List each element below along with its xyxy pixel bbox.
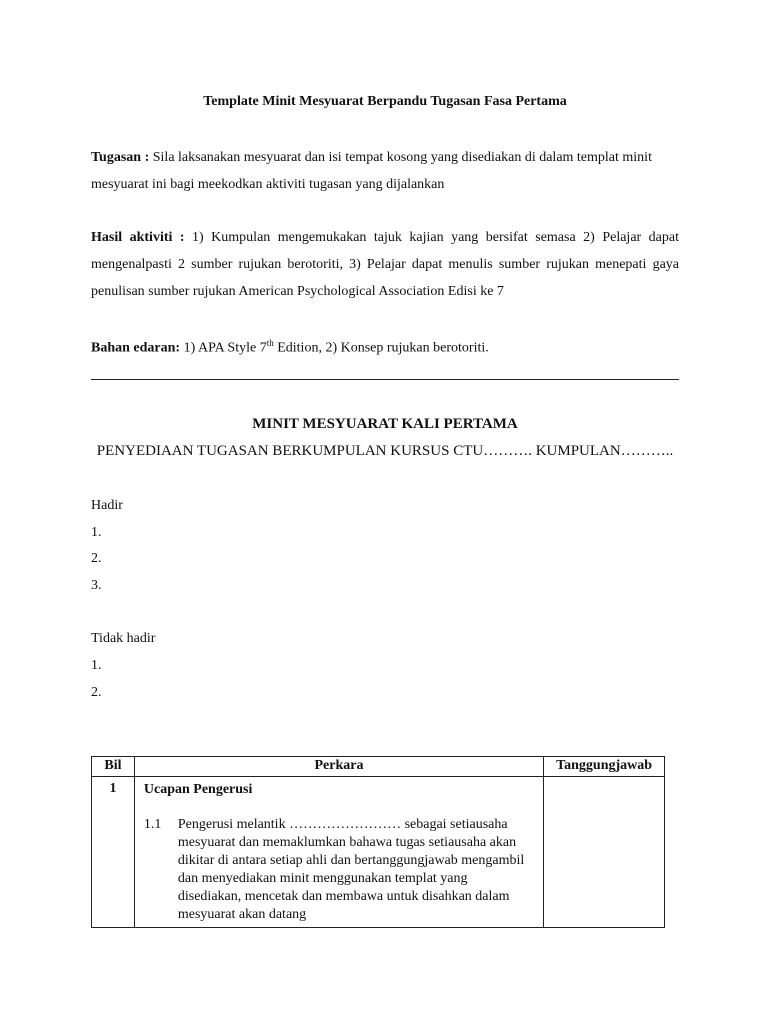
sub-item-number: 1.1 — [143, 817, 162, 832]
row-perkara — [134, 777, 543, 928]
header-tanggungjawab: Tanggungjawab — [544, 757, 665, 777]
hasil-aktiviti-text: 1) Kumpulan mengemukakan tajuk kajian yang bersifat semasa 2) Pelajar dapat mengenalpasti 2 sumber rujukan berotoriti, 3) Pelajar dapat menulis sumber rujukan menepati gaya penulisan sumber rujukan American Psychological Association Edisi ke 7 — [91, 230, 679, 299]
bahan-edaran-label: Bahan edaran: — [91, 340, 181, 356]
hadir-item: 2. — [91, 551, 102, 566]
table-header-row — [92, 757, 665, 777]
bahan-edaran-paragraph — [91, 330, 679, 362]
header-bil: Bil — [92, 757, 135, 777]
tidak-hadir-item: 2. — [91, 685, 102, 700]
tugasan-paragraph — [91, 144, 679, 198]
minit-title: MINIT MESYUARAT KALI PERTAMA — [252, 416, 518, 432]
section-divider — [91, 379, 679, 380]
hadir-label: Hadir — [91, 498, 123, 513]
hadir-item: 3. — [91, 578, 102, 593]
tidak-hadir-item: 1. — [91, 658, 102, 673]
tugasan-text: Sila laksanakan mesyuarat dan isi tempat kosong yang disediakan di dalam templat minit mesyuarat ini bagi meekodkan aktiviti tugasan yang dijalankan — [91, 150, 652, 192]
sub-item-text: Pengerusi melantik …………………… sebagai setiausaha mesyuarat dan memaklumkan bahawa tugas setiausaha akan dikitar di antara setiap ahli dan bertanggungjawab mengambil dan menyediakan minit menggunakan templat yang disediakan, mencetak dan membawa untuk disahkan dalam mesyuarat akan datang — [177, 817, 525, 922]
bahan-edaran-text-after: Edition, 2) Konsep rujukan berotoriti. — [273, 340, 489, 356]
table-row — [92, 777, 665, 928]
tugasan-label: Tugasan : — [91, 150, 150, 165]
row-heading: Ucapan Pengerusi — [143, 782, 253, 797]
header-perkara: Perkara — [134, 757, 543, 777]
tidak-hadir-label: Tidak hadir — [91, 631, 156, 646]
minit-subtitle: PENYEDIAAN TUGASAN BERKUMPULAN KURSUS CTU………. KUMPULAN……….. — [96, 443, 674, 459]
bahan-edaran-text-before: 1) APA Style 7 — [180, 340, 267, 356]
sub-item — [144, 816, 534, 924]
minit-table — [91, 756, 665, 928]
hadir-item: 1. — [91, 525, 102, 540]
bahan-edaran-superscript: th — [266, 338, 274, 348]
hasil-aktiviti-paragraph — [91, 224, 679, 305]
row-bil: 1 — [92, 777, 135, 928]
hasil-aktiviti-label: Hasil aktiviti : — [91, 230, 185, 245]
document-title: Template Minit Mesyuarat Berpandu Tugasan Fasa Pertama — [203, 94, 567, 109]
row-tanggungjawab[interactable] — [544, 777, 665, 928]
